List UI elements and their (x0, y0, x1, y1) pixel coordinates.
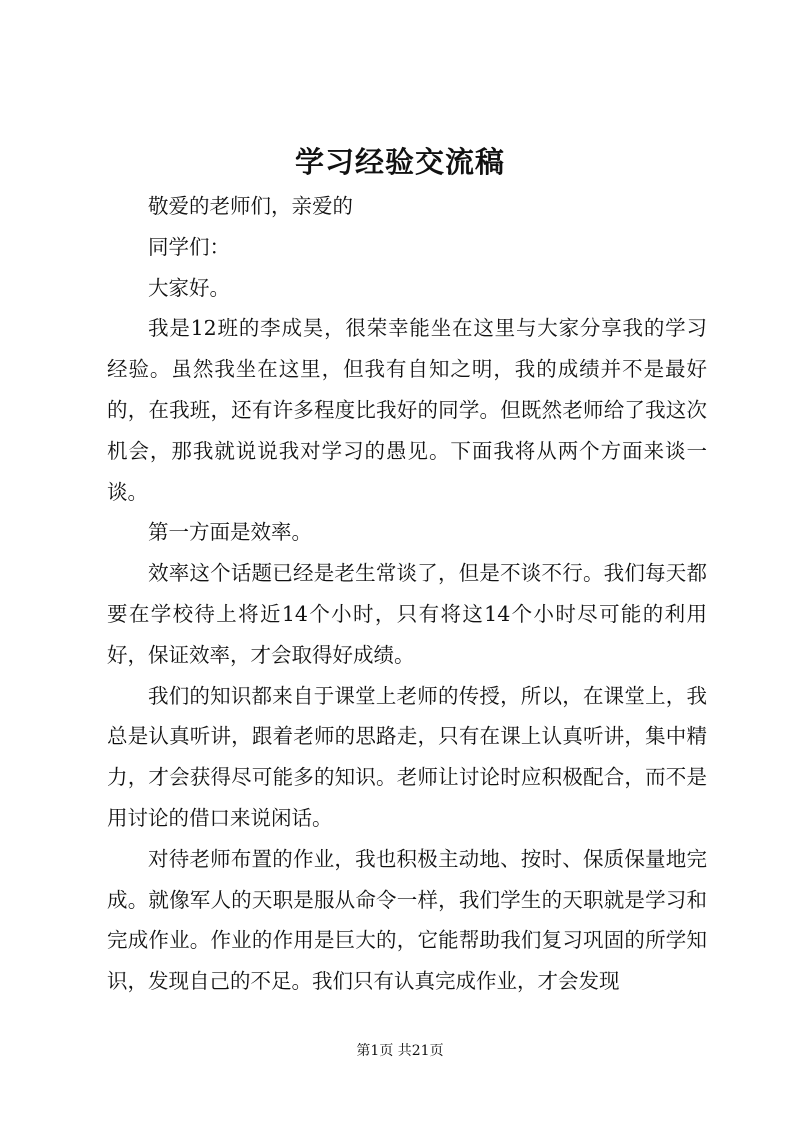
document-title: 学习经验交流稿 (294, 145, 505, 179)
section-heading-efficiency: 第一方面是效率。 (148, 520, 312, 545)
salutation-line-1: 敬爱的老师们，亲爱的 (148, 194, 353, 218)
greeting-paragraph: 大家好。 (148, 275, 230, 300)
homework-paragraph: 对待老师布置的作业，我也积极主动地、按时、保质保量地完成。就像军人的天职是服从命令一样，我们学生的天职就是学习和完成作业。作业的作用是巨大的，它能帮助我们复习巩固的所学知识，发现自己的不足。我们只有认真完成作业，才会发现 (107, 846, 707, 994)
salutation-line-2: 同学们： (148, 234, 230, 259)
introduction-paragraph: 我是12班的李成昊，很荣幸能坐在这里与大家分享我的学习经验。虽然我坐在这里，但我有自知之明，我的成绩并不是最好的，在我班，还有许多程度比我好的同学。但既然老师给了我这次机会，那我就说说我对学习的愚见。下面我将从两个方面来谈一谈。 (107, 316, 707, 504)
efficiency-paragraph: 效率这个话题已经是老生常谈了，但是不谈不行。我们每天都要在学校待上将近14个小时，只有将这14个小时尽可能的利用好，保证效率，才会取得好成绩。 (107, 561, 707, 667)
document-body (107, 186, 707, 1002)
classroom-paragraph: 我们的知识都来自于课堂上老师的传授，所以，在课堂上，我总是认真听讲，跟着老师的思路走，只有在课上认真听讲，集中精力，才会获得尽可能多的知识。老师让讨论时应积极配合，而不是用讨论的借口来说闲话。 (107, 683, 707, 830)
page-number-footer: 第1页 共21页 (356, 1043, 444, 1059)
